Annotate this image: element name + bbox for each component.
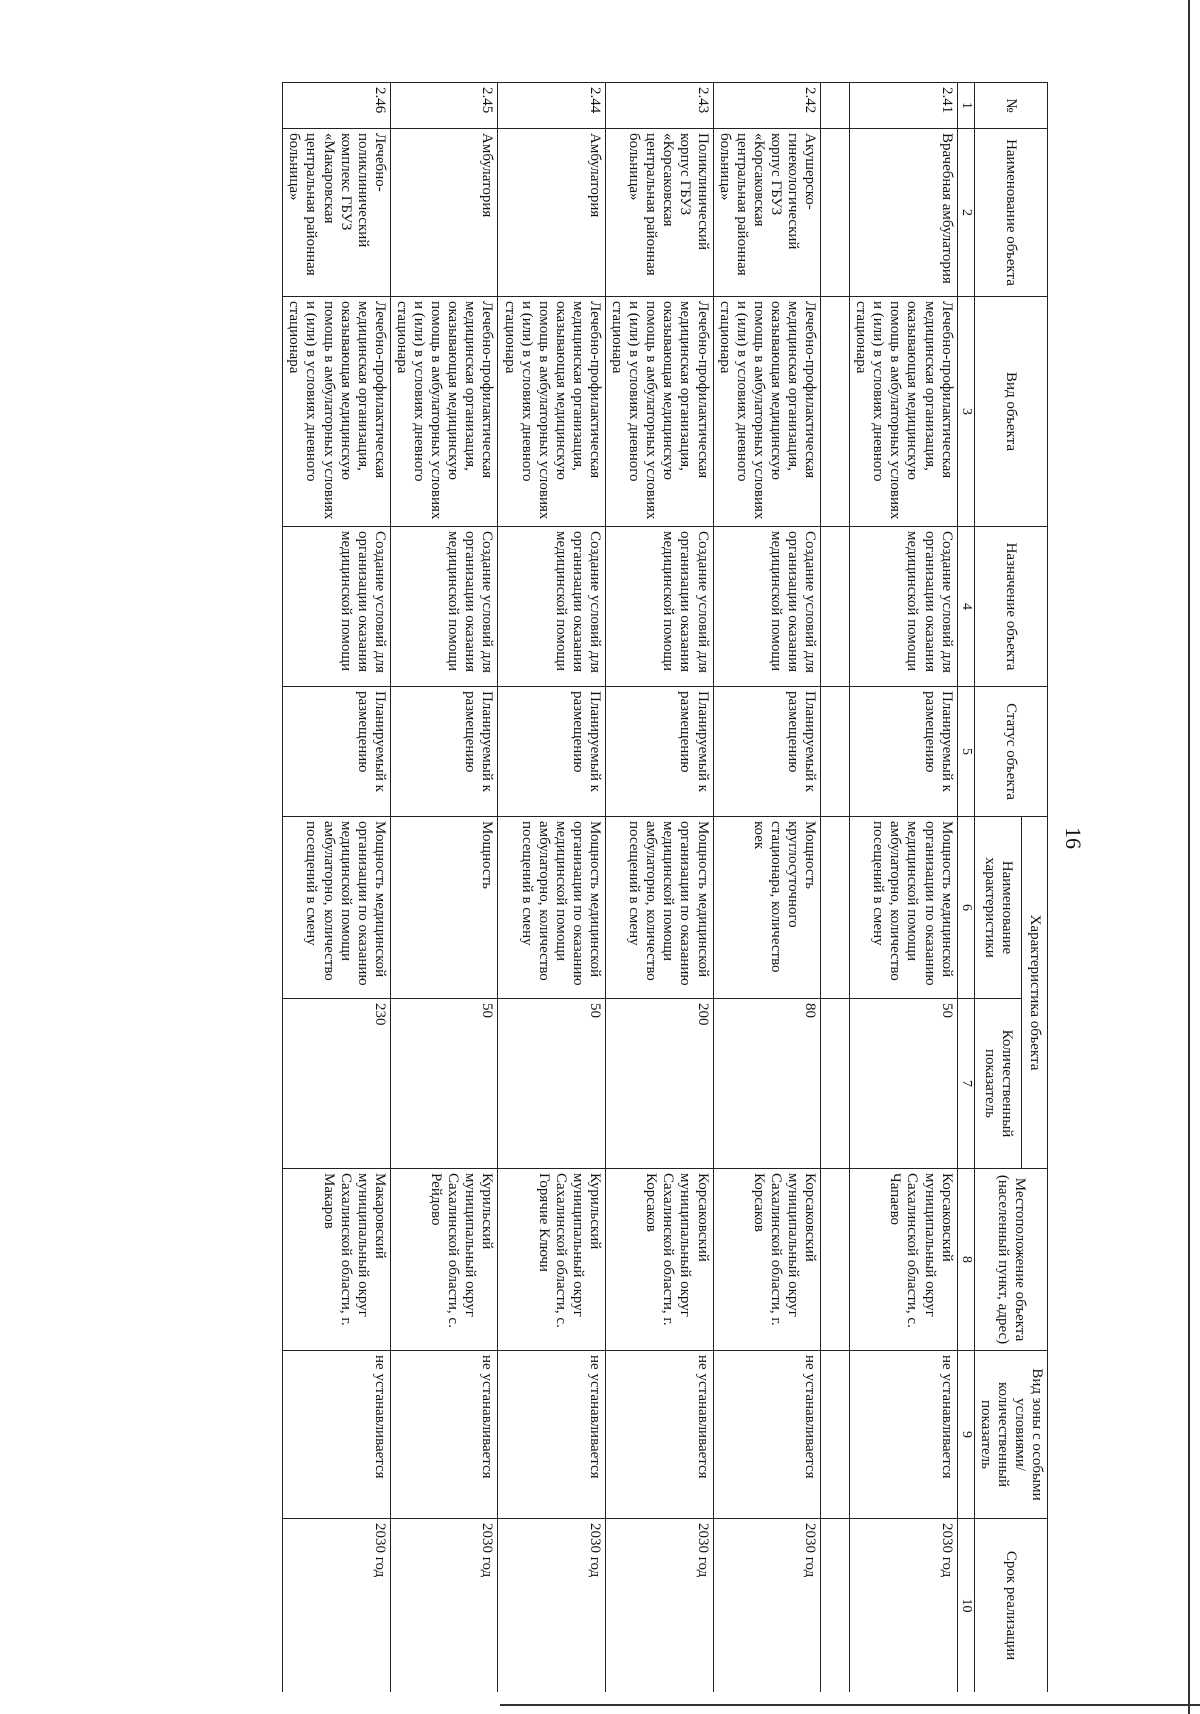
object-location: Курильский муниципальный округ Сахалинской области, с. Горячие Ключи bbox=[498, 1169, 606, 1351]
characteristic-value: 50 bbox=[390, 999, 498, 1169]
object-purpose: Создание условий для организации оказания медицинской помощи bbox=[850, 527, 958, 687]
object-name: Акушерско-гинекологический корпус ГБУЗ «Корсаковская центральная районная больница» bbox=[713, 129, 821, 297]
object-status: Планируемый к размещению bbox=[713, 687, 821, 817]
header-term: Срок реализации bbox=[974, 1519, 1047, 1692]
characteristic-value: 80 bbox=[713, 999, 821, 1169]
column-index: 3 bbox=[957, 297, 974, 527]
page-number: 16 bbox=[1061, 827, 1086, 849]
zone-type: не устанавливается bbox=[605, 1351, 713, 1519]
header-characteristic-group: Характеристика объекта bbox=[1021, 817, 1047, 1169]
object-purpose: Создание условий для организации оказания медицинской помощи bbox=[713, 527, 821, 687]
rotated-document bbox=[158, 82, 1048, 1692]
realization-term: 2030 год bbox=[390, 1519, 498, 1692]
zone-type: не устанавливается bbox=[283, 1351, 391, 1519]
column-index: 2 bbox=[957, 129, 974, 297]
object-name: Лечебно-поликлинический комплекс ГБУЗ «Макаровская центральная районная больница» bbox=[283, 129, 391, 297]
header-status: Статус объекта bbox=[974, 687, 1047, 817]
characteristic-value: 50 bbox=[850, 999, 958, 1169]
row-number: 2.44 bbox=[498, 83, 606, 129]
header-purpose: Назначение объекта bbox=[974, 527, 1047, 687]
characteristic-value: 200 bbox=[605, 999, 713, 1169]
object-location: Корсаковский муниципальный округ Сахалинской области, г. Корсаков bbox=[713, 1169, 821, 1351]
table-row bbox=[605, 83, 713, 1693]
realization-term: 2030 год bbox=[498, 1519, 606, 1692]
column-index: 4 bbox=[957, 527, 974, 687]
row-number: 2.43 bbox=[605, 83, 713, 129]
header-zone: Вид зоны с особыми условиями/ количественный показатель bbox=[974, 1351, 1047, 1519]
object-name: Амбулатория bbox=[390, 129, 498, 297]
object-purpose: Создание условий для организации оказания медицинской помощи bbox=[283, 527, 391, 687]
object-status: Планируемый к размещению bbox=[283, 687, 391, 817]
object-location: Корсаковский муниципальный округ Сахалинской области, с. Чапаево bbox=[850, 1169, 958, 1351]
column-index: 9 bbox=[957, 1351, 974, 1519]
header-num: № bbox=[974, 83, 1047, 129]
column-index: 6 bbox=[957, 817, 974, 999]
header-location: Местоположение объекта (населенный пункт, адрес) bbox=[974, 1169, 1047, 1351]
object-status: Планируемый к размещению bbox=[850, 687, 958, 817]
object-purpose: Создание условий для организации оказания медицинской помощи bbox=[605, 527, 713, 687]
header-char-name: Наименование характеристики bbox=[974, 817, 1021, 999]
realization-term: 2030 год bbox=[283, 1519, 391, 1692]
table-row bbox=[850, 83, 958, 1693]
realization-term: 2030 год bbox=[850, 1519, 958, 1692]
zone-type: не устанавливается bbox=[390, 1351, 498, 1519]
object-status: Планируемый к размещению bbox=[498, 687, 606, 817]
characteristic-name: Мощность медицинской организации по оказанию медицинской помощи амбулаторно, количество посещений в смену bbox=[498, 817, 606, 999]
scan-edge-right bbox=[1188, 0, 1190, 1714]
characteristic-name: Мощность медицинской организации по оказанию медицинской помощи амбулаторно, количество посещений в смену bbox=[605, 817, 713, 999]
characteristic-value: 230 bbox=[283, 999, 391, 1169]
table-row bbox=[283, 83, 391, 1693]
column-index: 8 bbox=[957, 1169, 974, 1351]
column-index: 5 bbox=[957, 687, 974, 817]
characteristic-name: Мощность медицинской организации по оказанию медицинской помощи амбулаторно, количество посещений в смену bbox=[850, 817, 958, 999]
object-type: Лечебно-профилактическая медицинская организация, оказывающая медицинскую помощь в амбулаторных условиях и (или) в условиях дневного стационара bbox=[283, 297, 391, 527]
table-row bbox=[713, 83, 821, 1693]
realization-term: 2030 год bbox=[605, 1519, 713, 1692]
object-type: Лечебно-профилактическая медицинская организация, оказывающая медицинскую помощь в амбулаторных условиях и (или) в условиях дневного стационара bbox=[713, 297, 821, 527]
object-status: Планируемый к размещению bbox=[390, 687, 498, 817]
characteristic-name: Мощность круглосуточного стационара, количество коек bbox=[713, 817, 821, 999]
object-name: Амбулатория bbox=[498, 129, 606, 297]
zone-type: не устанавливается bbox=[498, 1351, 606, 1519]
row-number: 2.45 bbox=[390, 83, 498, 129]
characteristic-name: Мощность bbox=[390, 817, 498, 999]
header-row-1 bbox=[1021, 83, 1047, 1693]
header-name: Наименование объекта bbox=[974, 129, 1047, 297]
column-index: 1 bbox=[957, 83, 974, 129]
column-index-row bbox=[957, 83, 974, 1693]
scan-edge-bottom bbox=[500, 1704, 1200, 1706]
object-type: Лечебно-профилактическая медицинская организация, оказывающая медицинскую помощь в амбулаторных условиях и (или) в условиях дневного стационара bbox=[390, 297, 498, 527]
object-location: Макаровский муниципальный округ Сахалинской области, г. Макаров bbox=[283, 1169, 391, 1351]
table-row-continuation bbox=[821, 83, 850, 1693]
table-row bbox=[390, 83, 498, 1693]
rotated-page-frame bbox=[158, 82, 1048, 1692]
realization-term: 2030 год bbox=[713, 1519, 821, 1692]
object-type: Лечебно-профилактическая медицинская организация, оказывающая медицинскую помощь в амбулаторных условиях и (или) в условиях дневного стационара bbox=[605, 297, 713, 527]
row-number: 2.41 bbox=[850, 83, 958, 129]
object-name: Врачебная амбулатория bbox=[850, 129, 958, 297]
column-index: 7 bbox=[957, 999, 974, 1169]
object-type: Лечебно-профилактическая медицинская организация, оказывающая медицинскую помощь в амбулаторных условиях и (или) в условиях дневного стационара bbox=[498, 297, 606, 527]
row-number: 2.46 bbox=[283, 83, 391, 129]
object-purpose: Создание условий для организации оказания медицинской помощи bbox=[390, 527, 498, 687]
object-location: Курильский муниципальный округ Сахалинской области, с. Рейдово bbox=[390, 1169, 498, 1351]
header-type: Вид объекта bbox=[974, 297, 1047, 527]
object-name: Поликлинический корпус ГБУЗ «Корсаковская центральная районная больница» bbox=[605, 129, 713, 297]
objects-table bbox=[282, 82, 1048, 1692]
table-row bbox=[498, 83, 606, 1693]
object-status: Планируемый к размещению bbox=[605, 687, 713, 817]
object-type: Лечебно-профилактическая медицинская организация, оказывающая медицинскую помощь в амбулаторных условиях и (или) в условиях дневного стационара bbox=[850, 297, 958, 527]
object-location: Корсаковский муниципальный округ Сахалинской области, г. Корсаков bbox=[605, 1169, 713, 1351]
row-number: 2.42 bbox=[713, 83, 821, 129]
zone-type: не устанавливается bbox=[850, 1351, 958, 1519]
characteristic-name: Мощность медицинской организации по оказанию медицинской помощи амбулаторно, количество посещений в смену bbox=[283, 817, 391, 999]
zone-type: не устанавливается bbox=[713, 1351, 821, 1519]
column-index: 10 bbox=[957, 1519, 974, 1692]
header-char-value: Количественный показатель bbox=[974, 999, 1021, 1169]
object-purpose: Создание условий для организации оказания медицинской помощи bbox=[498, 527, 606, 687]
characteristic-value: 50 bbox=[498, 999, 606, 1169]
